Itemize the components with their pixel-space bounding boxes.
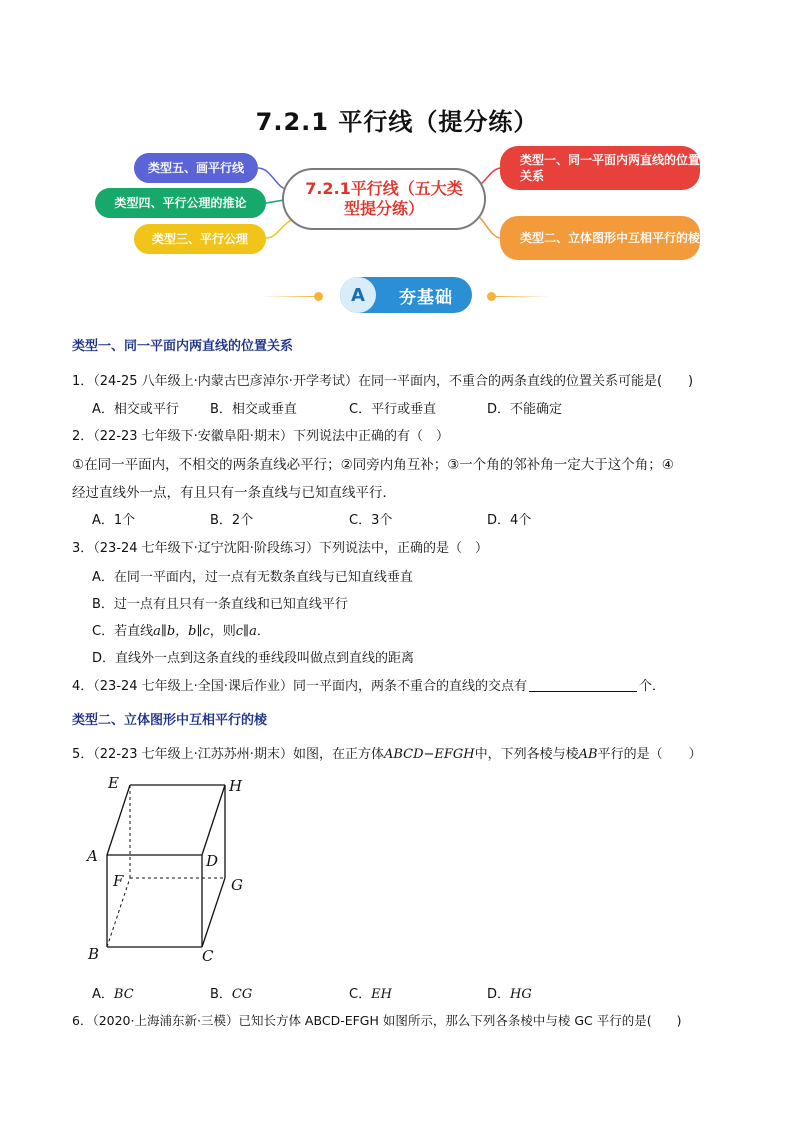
mindmap-center: 7.2.1平行线（五大类型提分练） <box>282 168 486 230</box>
q5-stem-pre: 5．（22-23 七年级上·江苏苏州·期末）如图，在正方体 <box>72 747 384 762</box>
label-B: B <box>88 945 100 963</box>
cube-figure <box>80 770 260 970</box>
q4-end: 个． <box>638 679 665 694</box>
q3-option-c-expr2: c∥a <box>235 624 257 639</box>
q3-option-b: B．过一点有且只有一条直线和已知直线平行 <box>92 597 348 612</box>
q5-option-d-prefix: D． <box>487 987 511 1002</box>
edge-AE <box>107 785 130 855</box>
label-D: D <box>206 852 219 870</box>
q5-option-b-prefix: B． <box>210 987 232 1002</box>
q3-option-a: A．在同一平面内，过一点有无数条直线与已知直线垂直 <box>92 570 413 585</box>
q5-option-a <box>92 983 134 1002</box>
q3-option-c-expr: a∥b，b∥c <box>153 624 210 639</box>
q5-option-d <box>487 983 532 1002</box>
mindmap-node-type3: 类型三、平行公理 <box>134 224 266 254</box>
q5-stem-expr2: AB <box>578 747 598 762</box>
q3-option-c <box>92 620 270 639</box>
q2-option-d: D．4个 <box>487 513 532 528</box>
label-H: H <box>229 777 243 795</box>
q5-stem-expr: ABCD−EFGH <box>383 747 475 762</box>
q1-option-a: A．相交或平行 <box>92 402 179 417</box>
q5-stem-mid: 中，下列各棱与棱 <box>474 747 579 762</box>
q5-stem-end: 平行的是（ ） <box>597 747 702 762</box>
section-dot-right <box>487 292 496 301</box>
q3-stem: 3．（23-24 七年级下·辽宁沈阳·阶段练习）下列说法中，正确的是（ ） <box>72 541 488 556</box>
q5-option-a-value: BC <box>113 987 134 1002</box>
section-rule-left <box>262 296 316 297</box>
q2-body-line1: ①在同一平面内，不相交的两条直线必平行；②同旁内角互补；③一个角的邻补角一定大于这个角；④ <box>72 457 674 473</box>
section-label: 夯基础 <box>399 287 453 308</box>
q3-option-d: D．直线外一点到这条直线的垂线段叫做点到直线的距离 <box>92 651 415 666</box>
section-rule-right <box>496 296 550 297</box>
q2-option-c: C．3个 <box>349 513 393 528</box>
q5-option-c <box>349 983 392 1002</box>
q6-stem: 6．（2020·上海浦东新·三模）已知长方体 ABCD-EFGH 如图所示，那么下列各条棱中与棱 GC 平行的是( ) <box>72 1013 682 1028</box>
q1-stem: 1．（24-25 八年级上·内蒙古巴彦淖尔·开学考试）在同一平面内，不重合的两条直线的位置关系可能是( ) <box>72 374 694 389</box>
type2-heading: 类型二、立体图形中互相平行的棱 <box>72 713 268 728</box>
edge-DH <box>202 785 225 855</box>
q5-stem <box>72 743 702 762</box>
label-A: A <box>87 847 98 865</box>
edge-CG <box>202 878 225 947</box>
q3-option-c-end: ． <box>256 624 270 639</box>
q2-body-line2: 经过直线外一点，有且只有一条直线与已知直线平行． <box>72 485 396 501</box>
q4-line <box>72 675 665 694</box>
mindmap-node-type2: 类型二、立体图形中互相平行的棱 <box>500 216 700 260</box>
q5-option-b <box>210 983 252 1002</box>
q2-option-b: B．2个 <box>210 513 254 528</box>
q2-stem: 2．（22-23 七年级下·安徽阜阳·期末）下列说法中正确的有（ ） <box>72 429 449 444</box>
q2-option-a: A．1个 <box>92 513 136 528</box>
q5-option-b-value: CG <box>231 987 253 1002</box>
q4-answer-blank[interactable] <box>529 679 637 692</box>
q5-option-a-prefix: A． <box>92 987 114 1002</box>
mindmap-node-type5: 类型五、画平行线 <box>134 153 258 183</box>
q3-option-c-mid: ，则 <box>209 624 236 639</box>
page-title: 7.2.1 平行线（提分练） <box>255 108 539 136</box>
mindmap-node-type4: 类型四、平行公理的推论 <box>95 188 266 218</box>
section-letter: A <box>340 277 376 313</box>
q5-option-c-value: EH <box>371 987 392 1002</box>
q5-option-c-prefix: C． <box>349 987 372 1002</box>
label-E: E <box>108 774 119 792</box>
label-C: C <box>202 947 214 965</box>
q5-option-d-value: HG <box>510 987 532 1002</box>
q1-option-d: D．不能确定 <box>487 402 563 417</box>
type1-heading: 类型一、同一平面内两直线的位置关系 <box>72 339 294 354</box>
mindmap-node-type1: 类型一、同一平面内两直线的位置关系 <box>500 146 700 190</box>
q1-option-b: B．相交或垂直 <box>210 402 297 417</box>
q1-option-c: C．平行或垂直 <box>349 402 437 417</box>
label-F: F <box>113 872 124 890</box>
section-dot-left <box>314 292 323 301</box>
q4-stem: 4．（23-24 七年级上·全国·课后作业）同一平面内，两条不重合的直线的交点有 <box>72 679 527 694</box>
q3-option-c-pre: C．若直线 <box>92 624 154 639</box>
label-G: G <box>231 876 243 894</box>
